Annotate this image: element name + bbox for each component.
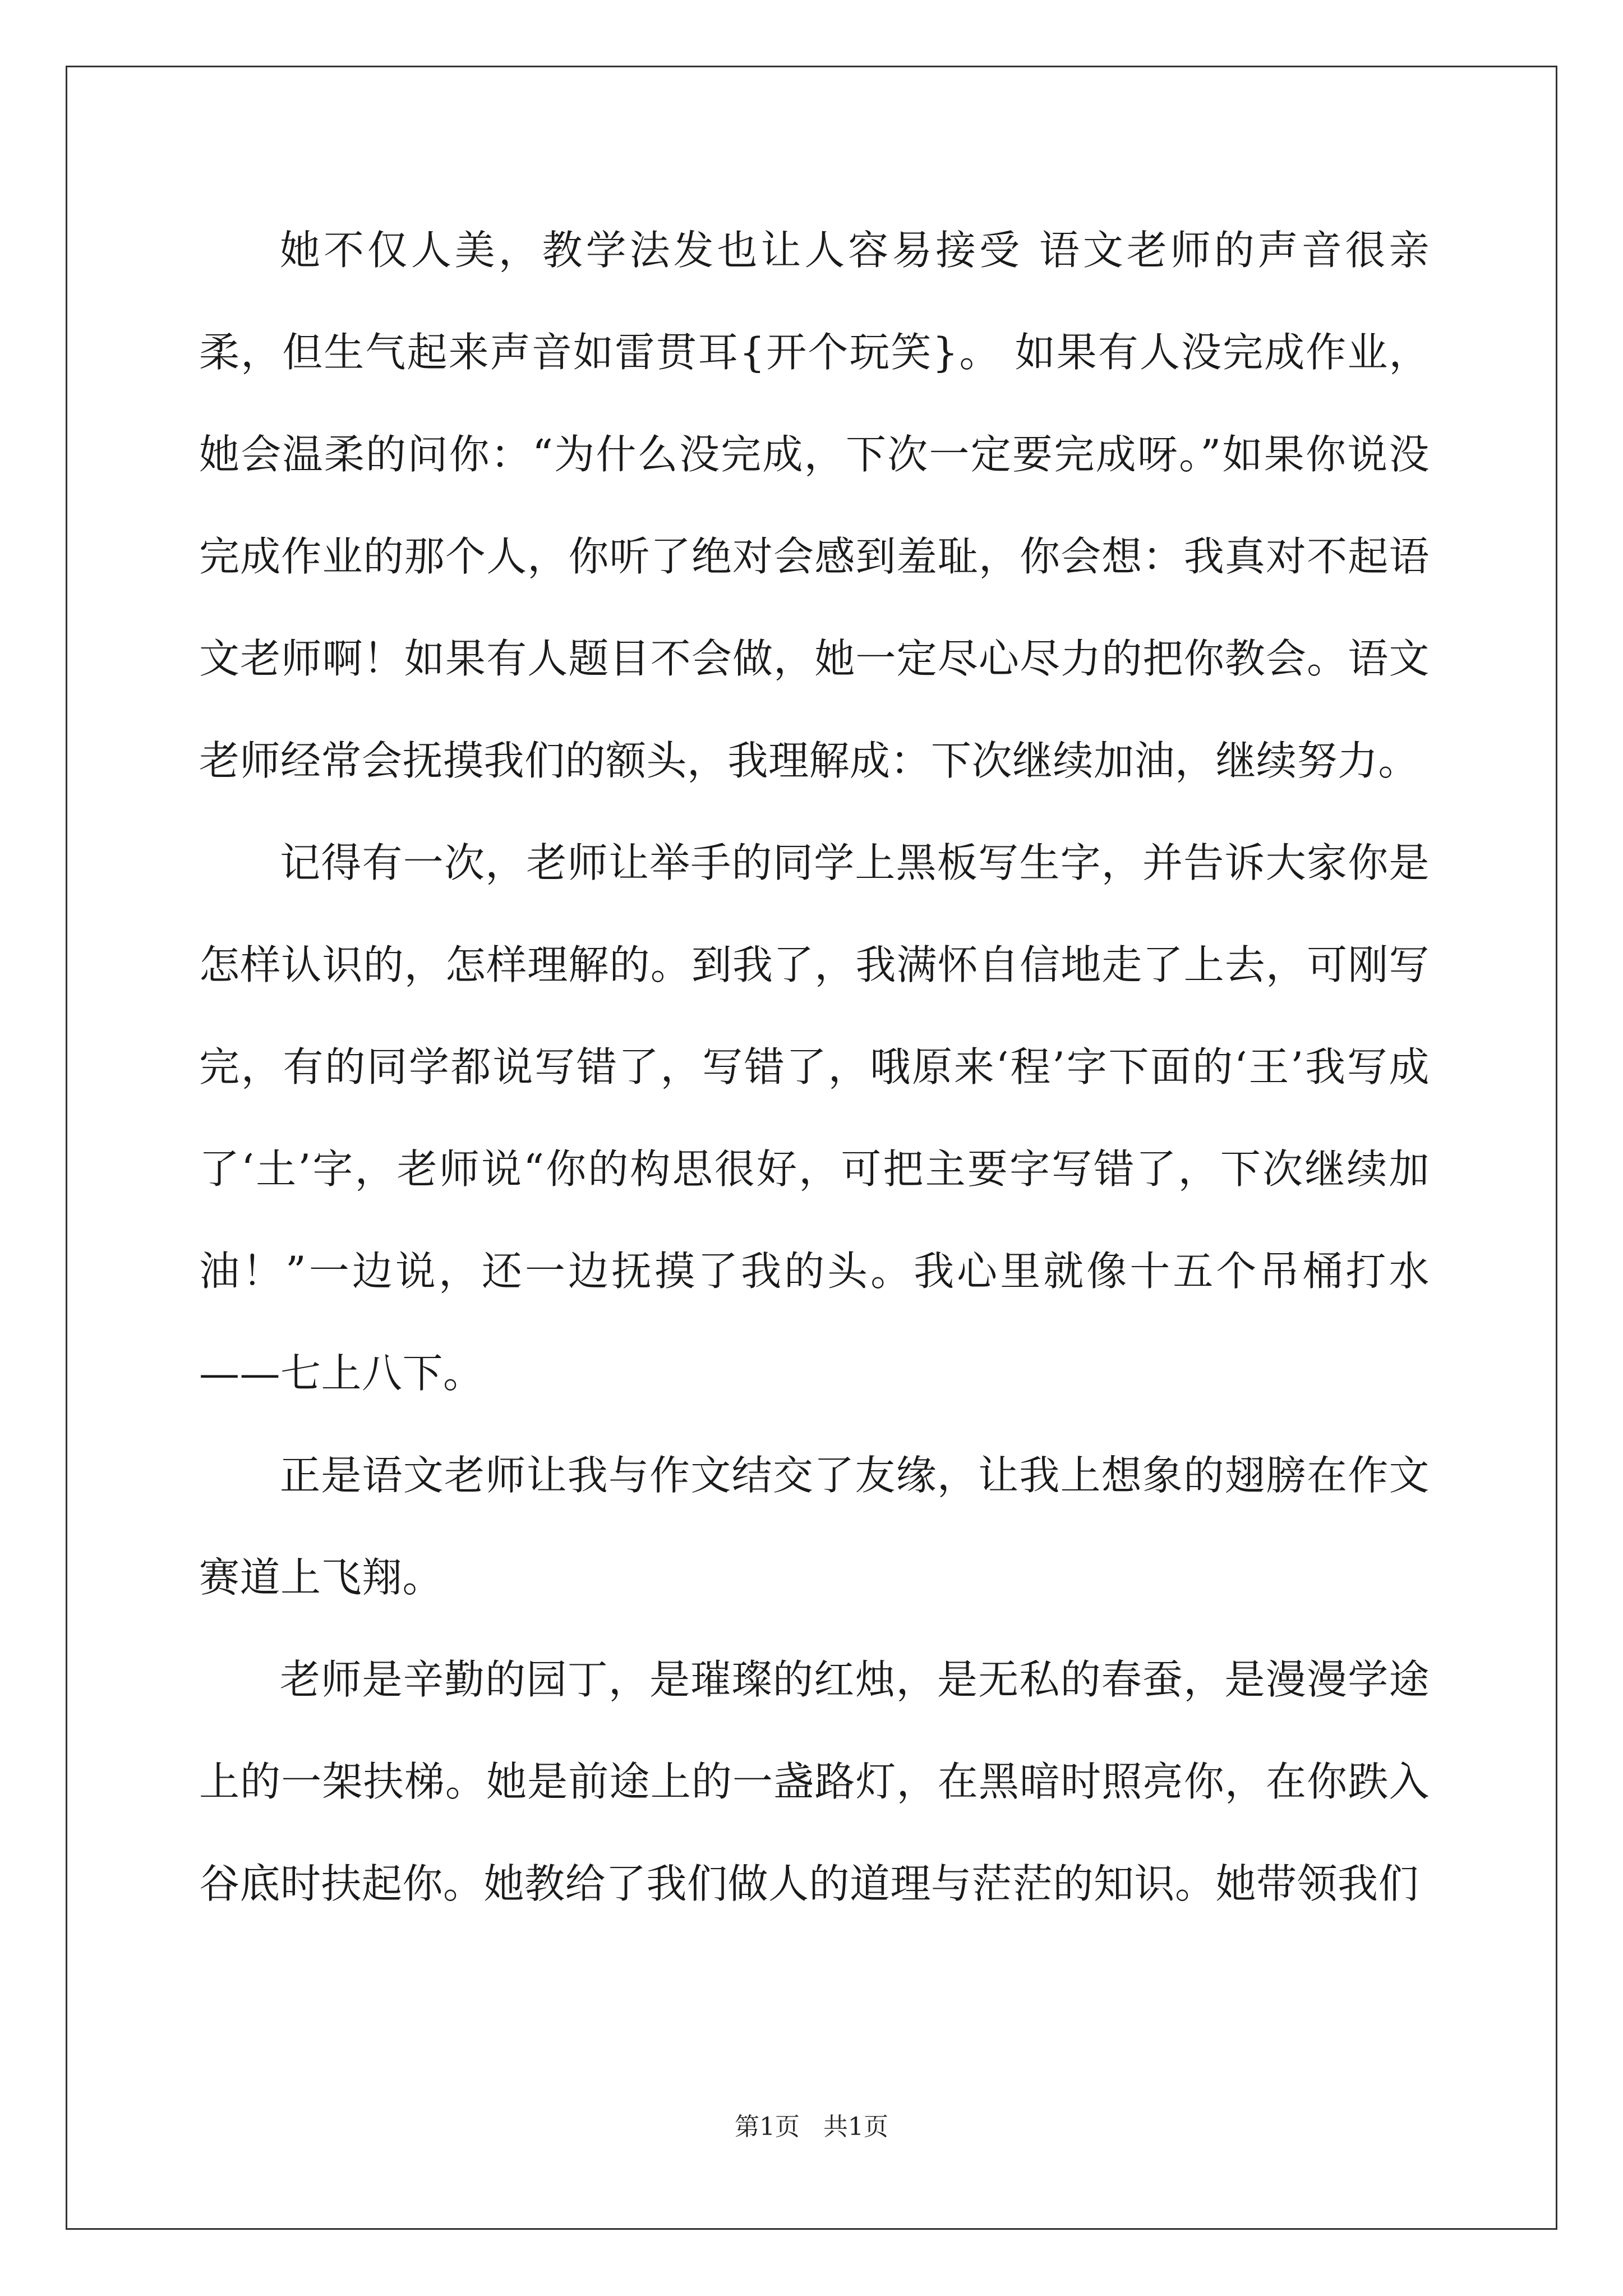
- paragraph-3: 正是语文老师让我与作文结交了友缘，让我上想象的翅膀在作文赛道上飞翔。: [199, 1452, 1430, 1601]
- document-body: [199, 199, 1430, 1935]
- paragraph-1: 她不仅人美，教学法发也让人容易接受 语文老师的声音很亲柔，但生气起来声音如雷贯耳{开个玩笑}。 如果有人没完成作业，她会温柔的问你：“为什么没完成，下次一定要完成呀。”如果你说没完成作业的那个人，你听了绝对会感到羞耻，你会想：我真对不起语文老师啊！如果有人题目不会做，她一定尽心尽力的把你教会。语文老师经常会抚摸我们的额头，我理解成：下次继续加油，继续努力。: [199, 227, 1430, 784]
- page-footer: [0, 2110, 1623, 2144]
- page-number: 第1页: [735, 2113, 800, 2141]
- paragraph-2: 记得有一次，老师让举手的同学上黑板写生字，并告诉大家你是怎样认识的，怎样理解的。到我了，我满怀自信地走了上去，可刚写完，有的同学都说写错了，写错了，哦原来‘程’字下面的‘王’我写成了‘土’字，老师说“你的构思很好，可把主要字写错了，下次继续加油！”一边说，还一边抚摸了我的头。我心里就像十五个吊桶打水——七上八下。: [199, 839, 1430, 1397]
- paragraph-4: 老师是辛勤的园丁，是璀璨的红烛，是无私的春蚕，是漫漫学途上的一架扶梯。她是前途上的一盏路灯，在黑暗时照亮你，在你跌入谷底时扶起你。她教给了我们做人的道理与茫茫的知识。她带领我们: [199, 1656, 1430, 1907]
- page-total: 共1页: [823, 2113, 888, 2141]
